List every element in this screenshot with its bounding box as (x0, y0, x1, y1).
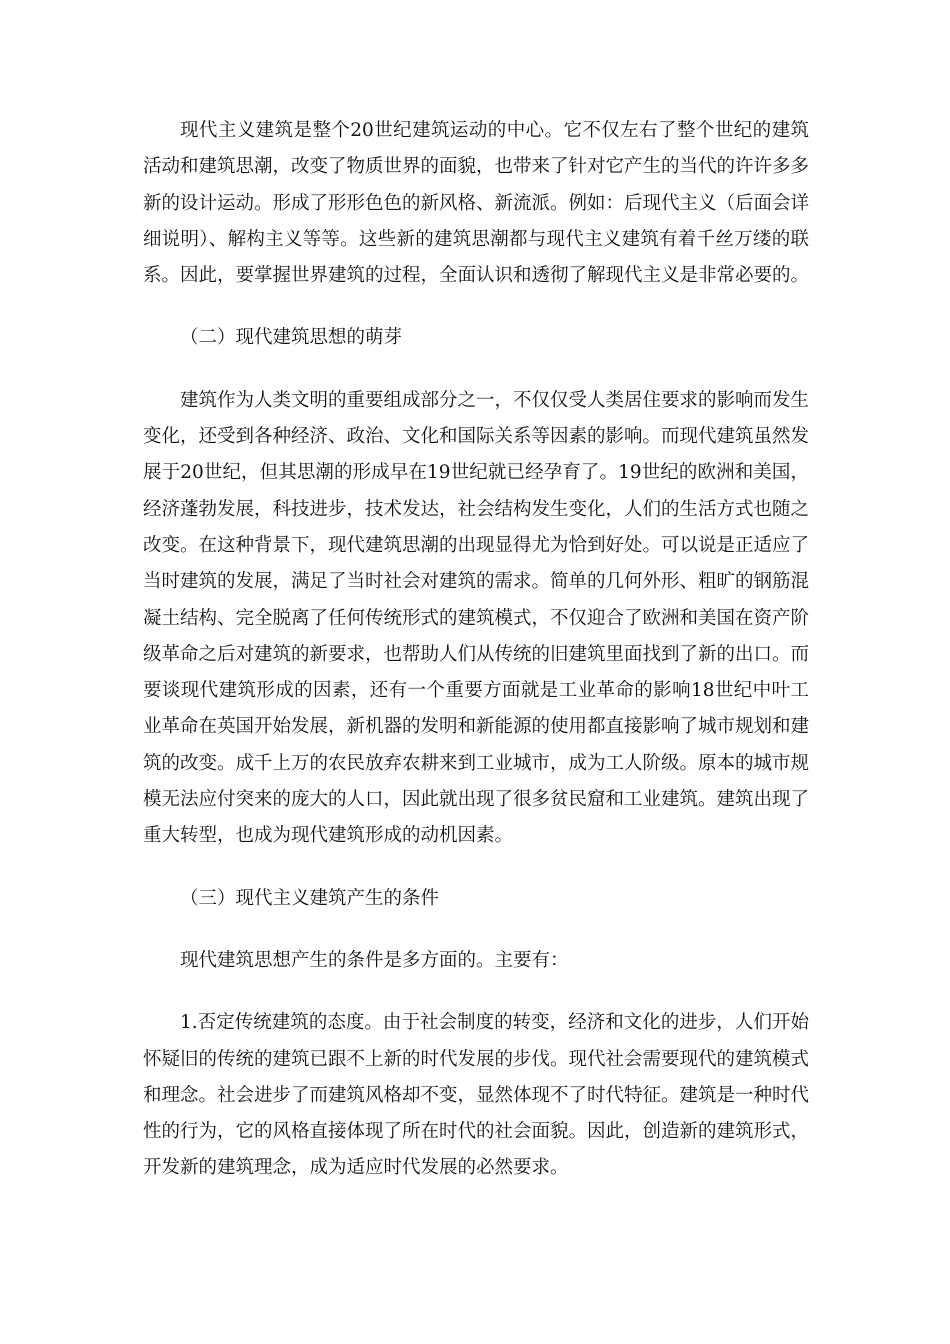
paragraph-origins: 建筑作为人类文明的重要组成部分之一，不仅仅受人类居住要求的影响而发生变化，还受到各种经济、政治、文化和国际关系等因素的影响。而现代建筑虽然发展于20世纪，但其思潮的形成早在19世纪就已经孕育了。19世纪的欧洲和美国，经济蓬勃发展，科技进步，技术发达，社会结构发生变化，人们的生活方式也随之改变。在这种背景下，现代建筑思潮的出现显得尤为恰到好处。可以说是正适应了当时建筑的发展，满足了当时社会对建筑的需求。简单的几何外形、粗旷的钢筋混凝土结构、完全脱离了任何传统形式的建筑模式，不仅迎合了欧洲和美国在资产阶级革命之后对建筑的新要求，也帮助人们从传统的旧建筑里面找到了新的出口。而要谈现代建筑形成的因素，还有一个重要方面就是工业革命的影响18世纪中叶工业革命在英国开始发展，新机器的发明和新能源的使用都直接影响了城市规划和建筑的改变。成千上万的农民放弃农耕来到工业城市，成为工人阶级。原本的城市规模无法应付突来的庞大的人口，因此就出现了很多贫民窟和工业建筑。建筑出现了重大转型，也成为现代建筑形成的动机因素。 (143, 389, 810, 847)
section-heading-2: （二）现代建筑思想的萌芽 (180, 327, 403, 349)
paragraph-condition-1: 1.否定传统建筑的态度。由于社会制度的转变，经济和文化的进步，人们开始怀疑旧的传统的建筑已跟不上新的时代发展的步伐。现代社会需要现代的建筑模式和理念。社会进步了而建筑风格却不变，显然体现不了时代特征。建筑是一种时代性的行为，它的风格直接体现了所在时代的社会面貌。因此，创造新的建筑形式，开发新的建筑理念，成为适应时代发展的必然要求。 (143, 1012, 810, 1179)
paragraph-conditions-intro: 现代建筑思想产生的条件是多方面的。主要有： (180, 949, 569, 971)
paragraph-intro: 现代主义建筑是整个20世纪建筑运动的中心。它不仅左右了整个世纪的建筑活动和建筑思潮，改变了物质世界的面貌，也带来了针对它产生的当代的许许多多新的设计运动。形成了形形色色的新风格、新流派。例如：后现代主义（后面会详细说明）、解构主义等等。这些新的建筑思潮都与现代主义建筑有着千丝万缕的联系。因此，要掌握世界建筑的过程，全面认识和透彻了解现代主义是非常必要的。 (143, 120, 810, 287)
document-body (143, 113, 809, 1187)
section-heading-3: （三）现代主义建筑产生的条件 (180, 887, 440, 909)
